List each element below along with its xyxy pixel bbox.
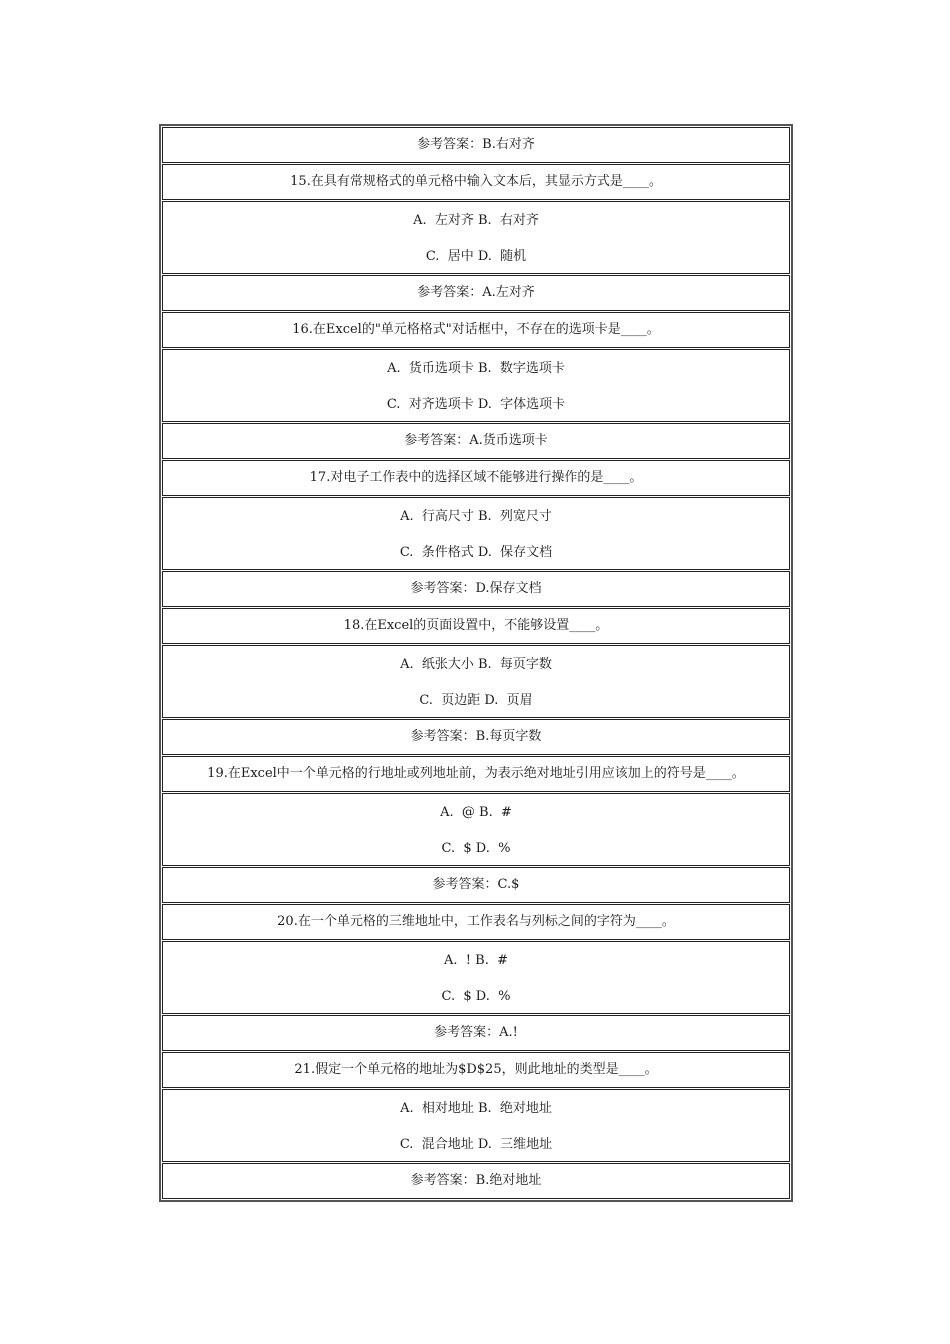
options-text: C. 页边距 D. 页眉: [419, 693, 533, 708]
options-row: [162, 1089, 790, 1162]
question-row: [162, 1052, 790, 1088]
options-text: C. 对齐选项卡 D. 字体选项卡: [386, 397, 566, 412]
options-row: [162, 201, 790, 274]
question-row: [162, 756, 790, 792]
options-text: A. 左对齐 B. 右对齐: [413, 213, 539, 228]
options-line-ab: [163, 944, 789, 980]
options-line-cd: [163, 684, 789, 720]
options-row: [162, 645, 790, 718]
answer-row: [162, 1015, 790, 1051]
options-line-ab: [163, 648, 789, 684]
options-text: A. 纸张大小 B. 每页字数: [400, 657, 552, 672]
options-text: C. 条件格式 D. 保存文档: [399, 545, 553, 560]
options-line-cd: [163, 240, 789, 276]
options-text: A. @ B. #: [440, 805, 512, 820]
options-text: A. ! B. #: [444, 953, 508, 968]
options-row: [162, 349, 790, 422]
answer-row: [162, 127, 790, 163]
question-text: 18.在Excel的页面设置中，不能够设置____。: [343, 618, 609, 633]
answer-text: 参考答案：D.保存文档: [410, 581, 542, 596]
options-row: [162, 941, 790, 1014]
question-text: 15.在具有常规格式的单元格中输入文本后，其显示方式是____。: [290, 174, 662, 189]
options-text: A. 相对地址 B. 绝对地址: [400, 1101, 552, 1116]
options-line-cd: [163, 388, 789, 424]
answer-text: 参考答案：C.$: [432, 877, 520, 892]
options-text: A. 货币选项卡 B. 数字选项卡: [387, 361, 565, 376]
question-row: [162, 904, 790, 940]
answer-row: [162, 719, 790, 755]
options-row: [162, 793, 790, 866]
question-text: 17.对电子工作表中的选择区域不能够进行操作的是____。: [309, 470, 643, 485]
question-row: [162, 164, 790, 200]
answer-text: 参考答案：B.每页字数: [410, 729, 542, 744]
answer-row: [162, 1163, 790, 1199]
question-row: [162, 312, 790, 348]
question-text: 20.在一个单元格的三维地址中，工作表名与列标之间的字符为____。: [277, 914, 675, 929]
answer-text: 参考答案：B.右对齐: [417, 137, 535, 152]
answer-row: [162, 867, 790, 903]
options-line-ab: [163, 500, 789, 536]
question-text: 19.在Excel中一个单元格的行地址或列地址前，为表示绝对地址引用应该加上的符号是____。: [207, 766, 745, 781]
answer-text: 参考答案：B.绝对地址: [410, 1173, 542, 1188]
question-table: [159, 124, 793, 1202]
options-line-ab: [163, 204, 789, 240]
options-line-cd: [163, 536, 789, 572]
options-line-ab: [163, 796, 789, 832]
answer-text: 参考答案：A.左对齐: [417, 285, 535, 300]
options-text: C. 混合地址 D. 三维地址: [399, 1137, 553, 1152]
options-row: [162, 497, 790, 570]
options-line-ab: [163, 352, 789, 388]
question-row: [162, 608, 790, 644]
options-text: C. $ D. %: [441, 989, 511, 1004]
options-line-cd: [163, 980, 789, 1016]
options-line-ab: [163, 1092, 789, 1128]
options-text: A. 行高尺寸 B. 列宽尺寸: [400, 509, 552, 524]
question-text: 21.假定一个单元格的地址为$D$25，则此地址的类型是____。: [294, 1062, 658, 1077]
answer-row: [162, 423, 790, 459]
question-row: [162, 460, 790, 496]
question-text: 16.在Excel的"单元格格式"对话框中，不存在的选项卡是____。: [292, 322, 660, 337]
options-text: C. $ D. %: [441, 841, 511, 856]
answer-text: 参考答案：A.!: [434, 1025, 518, 1040]
answer-row: [162, 275, 790, 311]
answer-text: 参考答案：A.货币选项卡: [404, 433, 548, 448]
options-text: C. 居中 D. 随机: [425, 249, 527, 264]
options-line-cd: [163, 1128, 789, 1164]
options-line-cd: [163, 832, 789, 868]
answer-row: [162, 571, 790, 607]
